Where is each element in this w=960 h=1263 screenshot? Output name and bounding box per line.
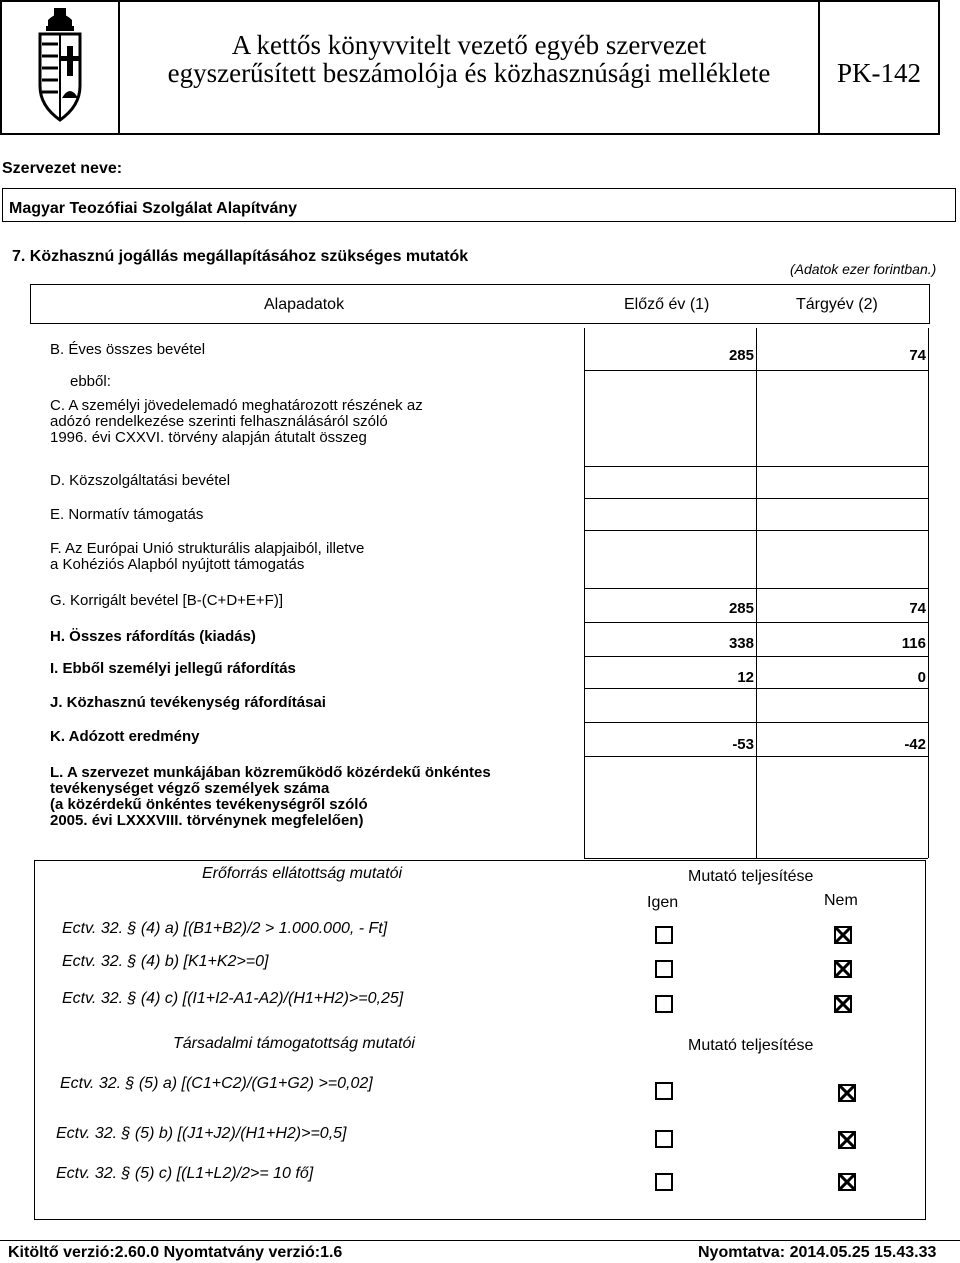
social-perf-title: Mutató teljesítése (688, 1037, 814, 1054)
grid-line (756, 328, 757, 858)
row-h-label: H. Összes ráfordítás (kiadás) (50, 628, 256, 645)
form-title-line2: egyszerűsített beszámolója és közhasznúsági melléklete (167, 58, 771, 88)
row-i-label: I. Ebből személyi jellegű ráfordítás (50, 660, 296, 677)
grid-line (928, 328, 929, 858)
resource-item-yes-checkbox[interactable] (655, 995, 673, 1013)
resource-item-yes-checkbox[interactable] (655, 926, 673, 944)
row-i-prev[interactable]: 12 (737, 669, 754, 686)
form-title-line1: A kettős könyvvitelt vezető egyéb szervezet (231, 30, 707, 60)
coat-of-arms-icon (2, 2, 118, 133)
row-g-label: G. Korrigált bevétel [B-(C+D+E+F)] (50, 592, 283, 609)
social-item-yes-checkbox[interactable] (655, 1130, 673, 1148)
form-code: PK-142 (836, 58, 921, 88)
row-b-prev[interactable]: 285 (728, 347, 754, 364)
resource-item-label: Ectv. 32. § (4) a) [(B1+B2)/2 > 1.000.000, - Ft] (62, 920, 388, 937)
social-item-label: Ectv. 32. § (5) a) [(C1+C2)/(G1+G2) >=0,02] (60, 1075, 373, 1092)
social-item-label: Ectv. 32. § (5) c) [(L1+L2)/2>= 10 fő] (56, 1165, 314, 1182)
row-c-line2: adózó rendelkezése szerinti felhasználásáról szóló (50, 413, 388, 430)
grid-line (584, 858, 928, 859)
resource-item-no-checkbox[interactable] (834, 995, 852, 1013)
social-item-yes-checkbox[interactable] (655, 1173, 673, 1191)
resource-item-label: Ectv. 32. § (4) c) [(I1+I2-A1-A2)/(H1+H2)>=0,25] (62, 990, 404, 1007)
row-k-curr[interactable]: -42 (904, 736, 926, 753)
social-title: Társadalmi támogatottság mutatói (173, 1035, 415, 1052)
row-i-curr[interactable]: 0 (917, 669, 926, 686)
row-h-prev[interactable]: 338 (728, 635, 754, 652)
row-c-line1: C. A személyi jövedelemadó meghatározott részének az (50, 397, 423, 414)
grid-line (584, 498, 928, 499)
footer-printed: Nyomtatva: 2014.05.25 15.43.33 (698, 1244, 937, 1261)
row-h-curr[interactable]: 116 (901, 635, 926, 652)
grid-line (584, 622, 928, 623)
org-name-field[interactable] (2, 188, 956, 222)
footer-version: Kitöltő verzió:2.60.0 Nyomtatvány verzió:1.6 (8, 1244, 343, 1261)
col-header-prev: Előző év (1) (624, 296, 710, 313)
row-d-label: D. Közszolgáltatási bevétel (50, 472, 231, 489)
row-l-line4: 2005. évi LXXXVIII. törvénynek megfelelően) (50, 812, 364, 829)
row-k-label: K. Adózott eredmény (50, 728, 200, 745)
row-f-line2: a Kohéziós Alapból nyújtott támogatás (50, 556, 305, 573)
footer-divider (0, 1240, 960, 1241)
org-name-value: Magyar Teozófiai Szolgálat Alapítvány (9, 200, 298, 217)
resource-item-yes-checkbox[interactable] (655, 960, 673, 978)
social-item-no-checkbox[interactable] (838, 1131, 856, 1149)
row-l-line3: (a közérdekű önkéntes tevékenységről szóló (50, 796, 368, 813)
grid-line (584, 588, 928, 589)
resource-item-no-checkbox[interactable] (834, 926, 852, 944)
row-l-line2: tevékenységet végző személyek száma (50, 780, 330, 797)
row-f-line1: F. Az Európai Unió strukturális alapjaiból, illetve (50, 540, 365, 557)
social-item-no-checkbox[interactable] (838, 1173, 856, 1191)
row-j-label: J. Közhasznú tevékenység ráfordításai (50, 694, 326, 711)
social-item-label: Ectv. 32. § (5) b) [(J1+J2)/(H1+H2)>=0,5] (56, 1125, 347, 1142)
ebbol-label: ebből: (70, 373, 111, 390)
column-header-box (30, 284, 930, 324)
row-g-curr[interactable]: 74 (909, 600, 926, 617)
grid-line (584, 656, 928, 657)
row-g-prev[interactable]: 285 (728, 600, 754, 617)
row-k-prev[interactable]: -53 (732, 736, 754, 753)
grid-line (584, 756, 928, 757)
row-c-line3: 1996. évi CXXVI. törvény alapján átutalt összeg (50, 429, 367, 446)
social-item-yes-checkbox[interactable] (655, 1082, 673, 1100)
grid-line (584, 722, 928, 723)
resource-item-label: Ectv. 32. § (4) b) [K1+K2>=0] (62, 953, 269, 970)
yes-header: Igen (647, 894, 679, 911)
coat-of-arms-box (0, 0, 120, 135)
unit-note: (Adatok ezer forintban.) (790, 261, 937, 277)
col-header-curr: Tárgyév (2) (796, 296, 878, 313)
grid-line (584, 688, 928, 689)
row-b-curr[interactable]: 74 (909, 347, 926, 364)
resources-perf-title: Mutató teljesítése (688, 868, 814, 885)
grid-line (584, 328, 585, 858)
form-code-box (818, 0, 940, 135)
grid-line (584, 530, 928, 531)
resources-title: Erőforrás ellátottság mutatói (202, 865, 403, 882)
org-name-label: Szervezet neve: (2, 160, 123, 177)
grid-line (584, 466, 928, 467)
no-header: Nem (824, 892, 858, 909)
row-l-line1: L. A szervezet munkájában közreműködő közérdekű önkéntes (50, 764, 491, 781)
social-item-no-checkbox[interactable] (838, 1084, 856, 1102)
col-header-base: Alapadatok (264, 296, 345, 313)
resource-item-no-checkbox[interactable] (834, 960, 852, 978)
title-box (118, 0, 820, 135)
row-e-label: E. Normatív támogatás (50, 506, 204, 523)
section-title: 7. Közhasznú jogállás megállapításához szükséges mutatók (12, 248, 469, 265)
row-b-label: B. Éves összes bevétel (50, 341, 206, 358)
grid-line (584, 370, 928, 371)
